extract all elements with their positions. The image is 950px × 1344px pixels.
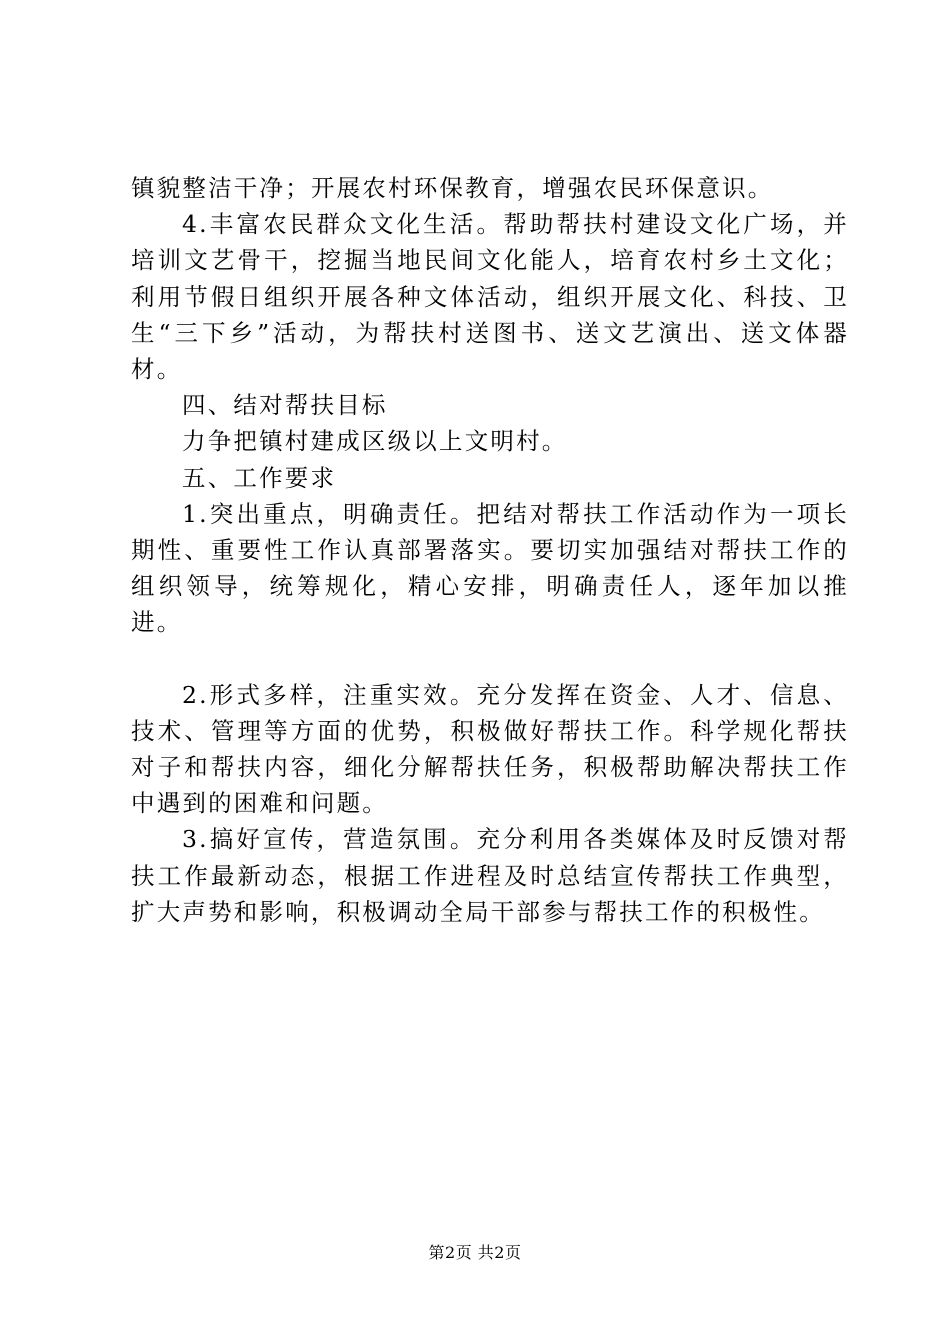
paragraph-goal: 力争把镇村建成区级以上文明村。	[182, 427, 568, 456]
paragraph-continuation: 镇貌整洁干净；开展农村环保教育，增强农民环保意识。	[131, 174, 774, 202]
paragraph-gap	[131, 641, 849, 677]
paragraph-item-3-publicity: 3.搞好宣传，营造氛围。充分利用各类媒体及时反馈对帮扶工作最新动态，根据工作进程及时总结宣传帮扶工作典型，扩大声势和影响，积极调动全局干部参与帮扶工作的积极性。	[131, 825, 849, 926]
section-heading-requirements: 五、工作要求	[182, 463, 337, 492]
page-footer	[0, 1242, 950, 1264]
section-heading-goals: 四、结对帮扶目标	[182, 391, 388, 420]
page-number-label: 第2页 共2页	[428, 1243, 522, 1262]
paragraph-item-4-culture: 4.丰富农民群众文化生活。帮助帮扶村建设文化广场，并培训文艺骨干，挖掘当地民间文化能人，培育农村乡土文化；利用节假日组织开展各种文体活动，组织开展文化、科技、卫生“三下乡”活动，为帮扶村送图书、送文艺演出、送文体器材。	[131, 210, 849, 384]
document-body	[131, 170, 849, 930]
paragraph-item-1-focus: 1.突出重点，明确责任。把结对帮扶工作活动作为一项长期性、重要性工作认真部署落实。要切实加强结对帮扶工作的组织领导，统筹规化，精心安排，明确责任人，逐年加以推进。	[131, 499, 849, 637]
paragraph-item-2-forms: 2.形式多样，注重实效。充分发挥在资金、人才、信息、技术、管理等方面的优势，积极做好帮扶工作。科学规化帮扶对子和帮扶内容，细化分解帮扶任务，积极帮助解决帮扶工作中遇到的困难和问题。	[131, 680, 849, 818]
